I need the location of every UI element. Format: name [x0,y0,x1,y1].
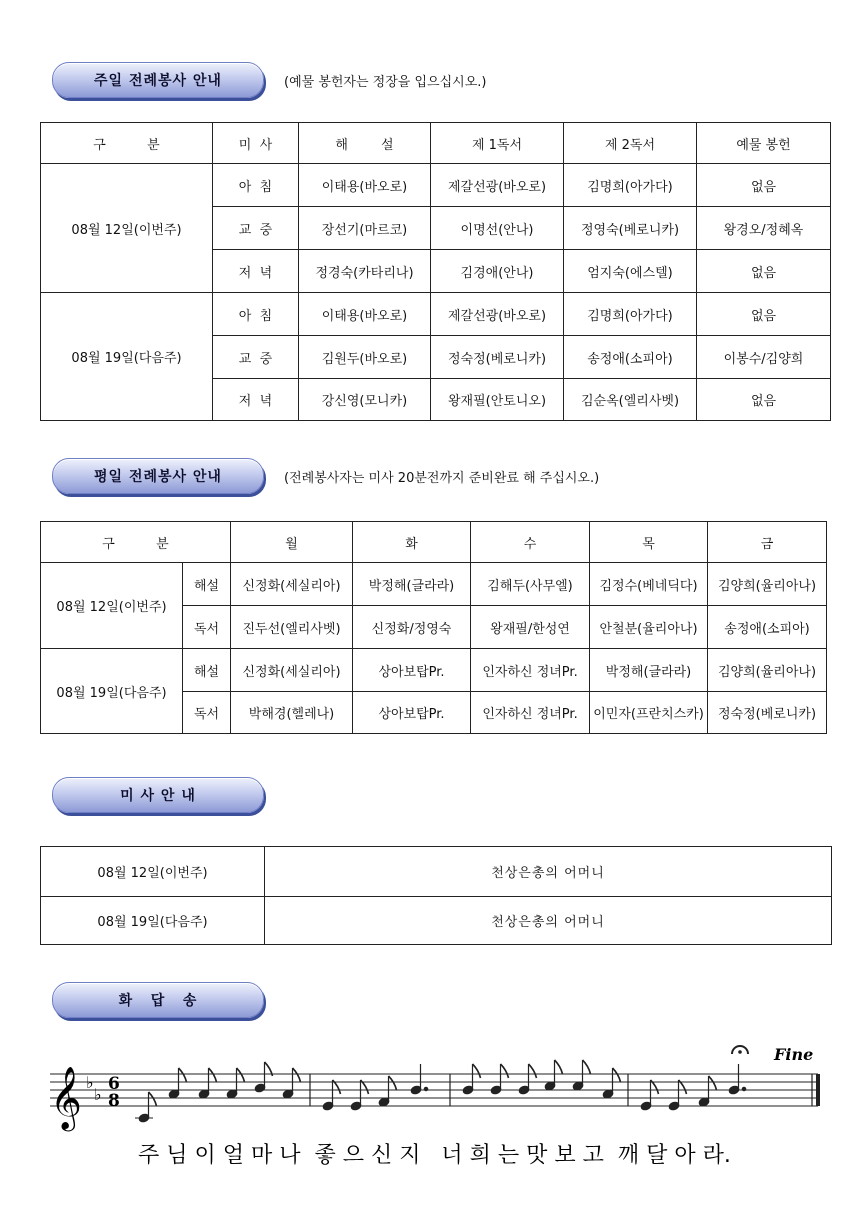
note-flag [583,1060,591,1074]
note-dot [424,1087,428,1091]
table-cell: 인자하신 정녀Pr. [471,649,590,692]
time-signature-bottom: 8 [108,1091,120,1111]
table-cell: 김순옥(엘리사벳) [564,379,697,421]
mass-info-table [40,846,832,945]
table-cell: 송정애(소피아) [564,336,697,379]
table-cell: 신정화(세실리아) [231,649,353,692]
table-cell: 왕재필(안토니오) [431,379,564,421]
sunday-note: (예물 봉헌자는 정장을 입으십시오.) [284,75,487,90]
table-cell: 김명희(아가다) [564,293,697,336]
table-cell: 엄지숙(에스텔) [564,250,697,293]
table-cell: 진두선(엘리사벳) [231,606,353,649]
header-reading-2: 제 2독서 [564,123,697,164]
header-wednesday: 수 [471,522,590,563]
sunday-header-row [41,123,831,164]
mass-cell: 저 녁 [213,250,299,293]
role-cell: 독서 [183,606,231,649]
role-cell: 해설 [183,563,231,606]
table-cell: 왕경오/정혜옥 [697,207,831,250]
table-cell: 장선기(마르코) [299,207,431,250]
date-cell: 08월 19일(다음주) [41,649,183,734]
sunday-service-table [40,122,831,421]
weekday-note: (전례봉사자는 미사 20분전까지 준비완료 해 주십시오.) [284,471,600,486]
psalm-section-title: 화 답 송 [52,982,264,1018]
flat-icon: ♭ [94,1085,102,1104]
table-cell: 김양희(율리아나) [708,563,827,606]
header-tuesday: 화 [353,522,471,563]
table-cell: 박정해(글라라) [353,563,471,606]
header-monday: 월 [231,522,353,563]
role-cell: 독서 [183,692,231,734]
table-cell: 김경애(안나) [431,250,564,293]
table-row [41,897,832,945]
date-cell: 08월 19일(다음주) [41,897,265,945]
table-row [41,847,832,897]
table-cell: 없음 [697,250,831,293]
table-cell: 없음 [697,293,831,336]
table-cell: 정영숙(베로니카) [564,207,697,250]
mass-cell: 교 중 [213,207,299,250]
table-cell: 이명선(안나) [431,207,564,250]
note-flag [293,1068,301,1082]
intention-cell: 천상은총의 어머니 [265,847,832,897]
table-cell: 송정애(소피아) [708,606,827,649]
table-cell: 박정해(글라라) [590,649,708,692]
psalm-lyrics: 주 님 이 얼 마 나 좋 으 신 지 너 희 는 맛 보 고 깨 달 아 라. [138,1143,731,1168]
table-cell: 신정화(세실리아) [231,563,353,606]
header-thursday: 목 [590,522,708,563]
table-cell: 제갈선광(바오로) [431,164,564,207]
note-flag [149,1092,157,1106]
header-mass: 미 사 [213,123,299,164]
table-cell: 박해경(헬레나) [231,692,353,734]
header-friday: 금 [708,522,827,563]
table-row [41,164,831,207]
mass-cell: 교 중 [213,336,299,379]
table-row [41,649,827,692]
table-cell: 이봉수/김양희 [697,336,831,379]
header-commentary: 해 설 [299,123,431,164]
header-category: 구 분 [41,522,231,563]
final-barline [816,1074,820,1106]
note-flag [555,1060,563,1074]
flat-icon: ♭ [86,1073,94,1092]
date-cell: 08월 12일(이번주) [41,847,265,897]
header-offering: 예물 봉헌 [697,123,831,164]
table-cell: 없음 [697,379,831,421]
table-cell: 상아보탑Pr. [353,649,471,692]
music-score [48,1030,828,1180]
role-cell: 해설 [183,649,231,692]
table-cell: 김정수(베네딕다) [590,563,708,606]
note-flag [209,1068,217,1082]
header-reading-1: 제 1독서 [431,123,564,164]
weekday-header-row [41,522,827,563]
table-cell: 김해두(사무엘) [471,563,590,606]
note-flag [709,1076,717,1090]
mass-cell: 아 침 [213,164,299,207]
notes-group [135,1060,746,1123]
note-flag [473,1064,481,1078]
fine-marking: Fine [774,1045,814,1064]
table-cell: 강신영(모니카) [299,379,431,421]
table-cell: 제갈선광(바오로) [431,293,564,336]
header-category: 구 분 [41,123,213,164]
table-cell: 김명희(아가다) [564,164,697,207]
table-cell: 정숙정(베로니카) [431,336,564,379]
table-cell: 이태용(바오로) [299,164,431,207]
time-signature-top: 6 [108,1074,120,1094]
table-cell: 김원두(바오로) [299,336,431,379]
date-cell: 08월 12일(이번주) [41,563,183,649]
treble-clef-icon: 𝄞 [50,1066,82,1129]
date-cell: 08월 12일(이번주) [41,164,213,293]
note-flag [529,1064,537,1078]
table-cell: 왕재필/한성연 [471,606,590,649]
table-cell: 정숙정(베로니카) [708,692,827,734]
table-cell: 신정화/정영숙 [353,606,471,649]
weekday-section-title: 평일 전례봉사 안내 [52,458,264,494]
sunday-section-title: 주일 전례봉사 안내 [52,62,264,98]
note-flag [389,1076,397,1090]
note-dot [742,1087,746,1091]
table-cell: 김양희(율리아나) [708,649,827,692]
mass-info-section-title: 미 사 안 내 [52,777,264,813]
table-cell: 이태용(바오로) [299,293,431,336]
table-cell: 이민자(프란치스카) [590,692,708,734]
date-cell: 08월 19일(다음주) [41,293,213,421]
weekday-service-table [40,521,827,734]
note-flag [501,1064,509,1078]
note-flag [179,1068,187,1082]
table-row [41,293,831,336]
fermata-dot [738,1050,742,1054]
table-row [41,563,827,606]
table-cell: 상아보탑Pr. [353,692,471,734]
mass-cell: 저 녁 [213,379,299,421]
mass-cell: 아 침 [213,293,299,336]
note-flag [237,1068,245,1082]
table-cell: 인자하신 정녀Pr. [471,692,590,734]
note-flag [613,1068,621,1082]
table-cell: 안철분(율리아나) [590,606,708,649]
intention-cell: 천상은총의 어머니 [265,897,832,945]
table-cell: 정경숙(카타리나) [299,250,431,293]
table-cell: 없음 [697,164,831,207]
